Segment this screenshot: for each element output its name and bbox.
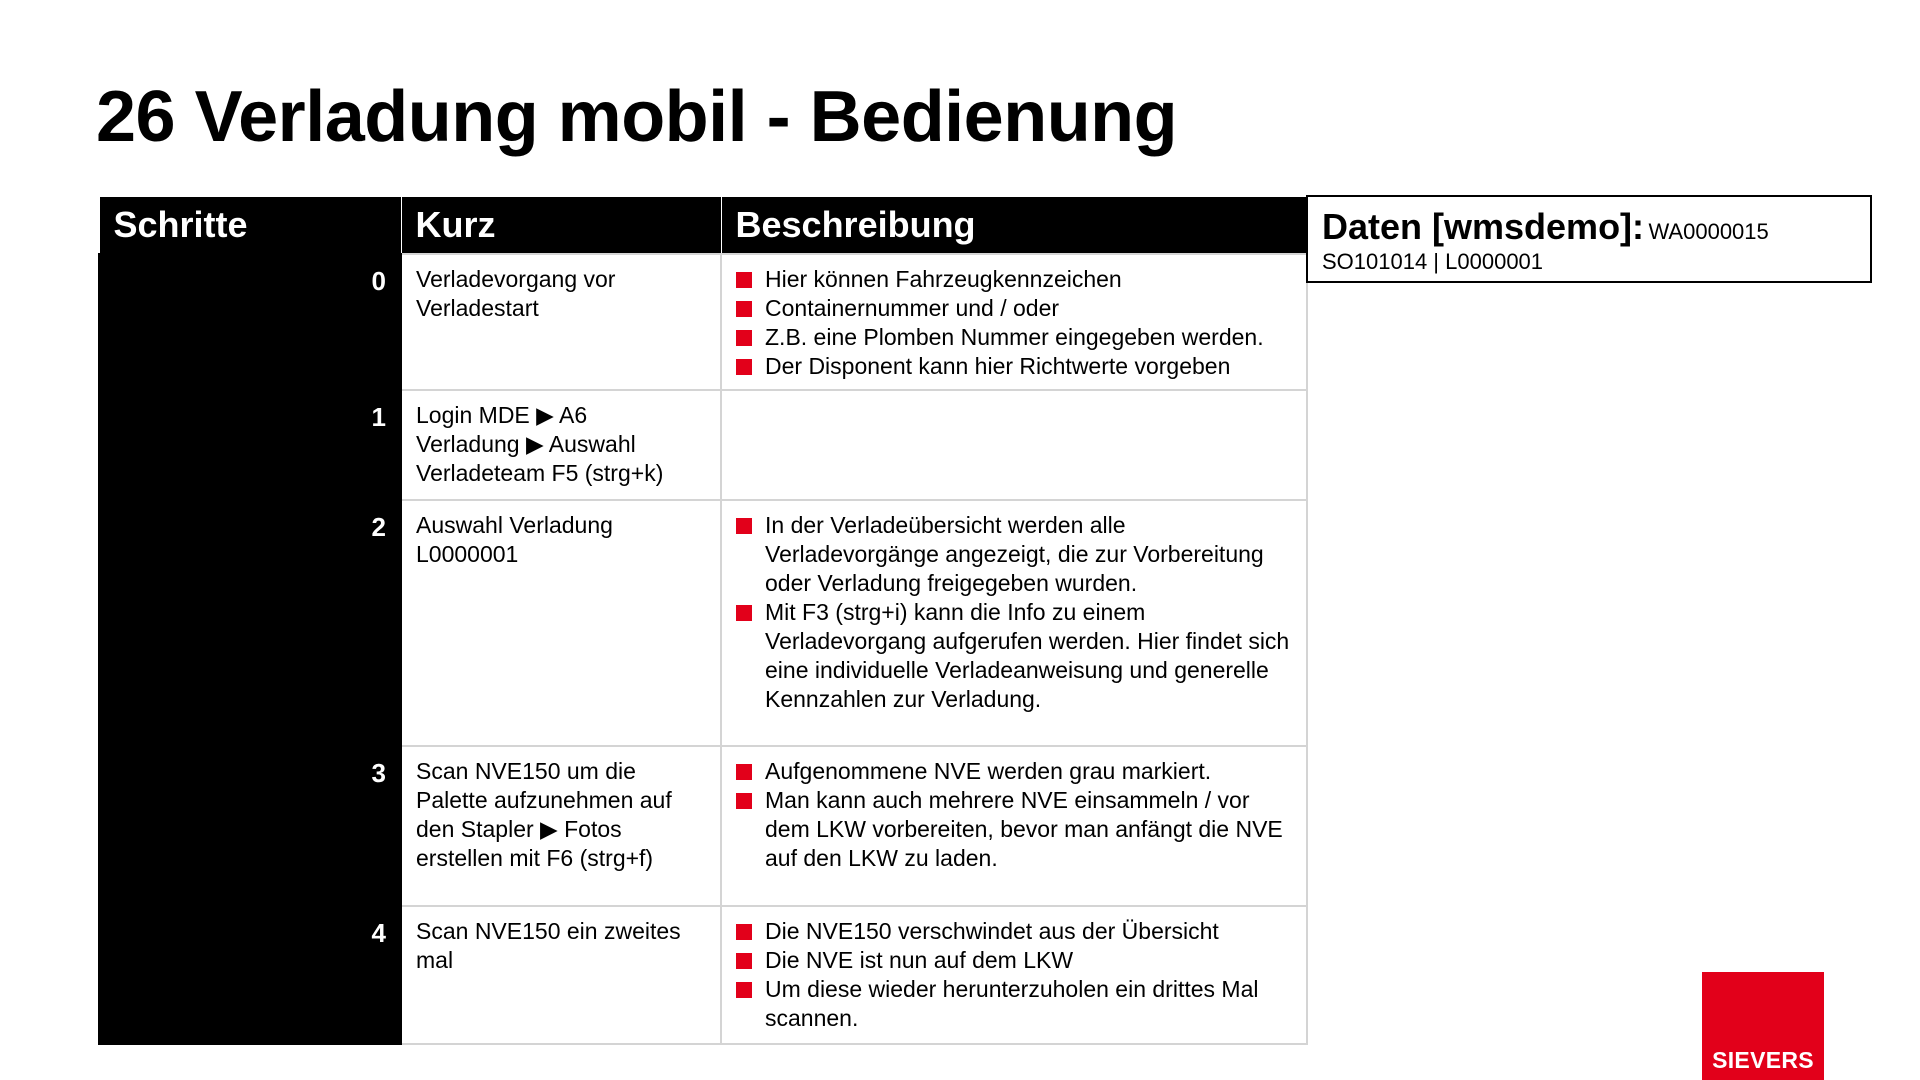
- bullet-item: Hier können Fahrzeugkennzeichen: [736, 265, 1294, 294]
- description-cell: [721, 906, 1307, 1044]
- short-text: Scan NVE150 ein zweites mal: [416, 918, 681, 973]
- bullet-item: Die NVE ist nun auf dem LKW: [736, 946, 1294, 975]
- bullet-item: Man kann auch mehrere NVE einsammeln / vor dem LKW vorbereiten, bevor man anfängt die NVE auf den LKW zu laden.: [736, 786, 1294, 873]
- table-row: [99, 254, 1307, 390]
- header-steps: Schritte: [99, 197, 401, 255]
- short-cell: [401, 390, 721, 500]
- step-number-cell: [99, 390, 401, 500]
- description-cell: [721, 746, 1307, 906]
- step-number-cell: [99, 500, 401, 746]
- data-info-box: [1306, 195, 1872, 283]
- step-number: 1: [371, 402, 386, 432]
- bullet-list: [736, 511, 1294, 714]
- data-value-refs: SO101014 | L0000001: [1322, 249, 1544, 274]
- page-title: 26 Verladung mobil - Bedienung: [96, 77, 1178, 157]
- data-label: Daten [wmsdemo]:: [1322, 206, 1645, 247]
- bullet-item: Die NVE150 verschwindet aus der Übersicht: [736, 917, 1294, 946]
- description-cell: [721, 500, 1307, 746]
- table-row: [99, 500, 1307, 746]
- data-value-order: WA0000015: [1648, 219, 1769, 244]
- description-cell: [721, 390, 1307, 500]
- step-number: 4: [371, 918, 386, 948]
- short-cell: [401, 746, 721, 906]
- step-number: 2: [371, 512, 386, 542]
- short-text: Verladevorgang vor Verladestart: [416, 266, 616, 321]
- bullet-list: [736, 757, 1294, 873]
- header-description: Beschreibung: [721, 197, 1307, 255]
- step-number-cell: [99, 906, 401, 1044]
- bullet-item: Um diese wieder herunterzuholen ein drittes Mal scannen.: [736, 975, 1294, 1033]
- header-short: Kurz: [401, 197, 721, 255]
- bullet-item: Der Disponent kann hier Richtwerte vorgeben: [736, 352, 1294, 381]
- bullet-item: Aufgenommene NVE werden grau markiert.: [736, 757, 1294, 786]
- short-cell: [401, 906, 721, 1044]
- step-number: 3: [371, 758, 386, 788]
- description-cell: [721, 254, 1307, 390]
- short-text: Auswahl Verladung L0000001: [416, 512, 613, 567]
- table-row: [99, 746, 1307, 906]
- step-number-cell: [99, 746, 401, 906]
- bullet-list: [736, 917, 1294, 1033]
- bullet-list: [736, 265, 1294, 381]
- short-cell: [401, 500, 721, 746]
- short-text: Scan NVE150 um die Palette aufzunehmen auf den Stapler ▶ Fotos erstellen mit F6 (strg+f): [416, 758, 672, 871]
- short-cell: [401, 254, 721, 390]
- bullet-item: Containernummer und / oder: [736, 294, 1294, 323]
- table-row: [99, 390, 1307, 500]
- steps-table: [98, 196, 1308, 1045]
- bullet-item: In der Verladeübersicht werden alle Verladevorgänge angezeigt, die zur Vorbereitung oder Verladung freigegeben wurden.: [736, 511, 1294, 598]
- bullet-item: Mit F3 (strg+i) kann die Info zu einem Verladevorgang aufgerufen werden. Hier findet sich eine individuelle Verladeanweisung und generelle Kennzahlen zur Verladung.: [736, 598, 1294, 714]
- step-number: 0: [371, 266, 386, 296]
- short-text: Login MDE ▶ A6 Verladung ▶ Auswahl Verladeteam F5 (strg+k): [416, 402, 664, 486]
- step-number-cell: [99, 254, 401, 390]
- bullet-item: Z.B. eine Plomben Nummer eingegeben werden.: [736, 323, 1294, 352]
- sievers-logo: SIEVERS: [1702, 972, 1824, 1080]
- table-row: [99, 906, 1307, 1044]
- table-header-row: [99, 197, 1307, 255]
